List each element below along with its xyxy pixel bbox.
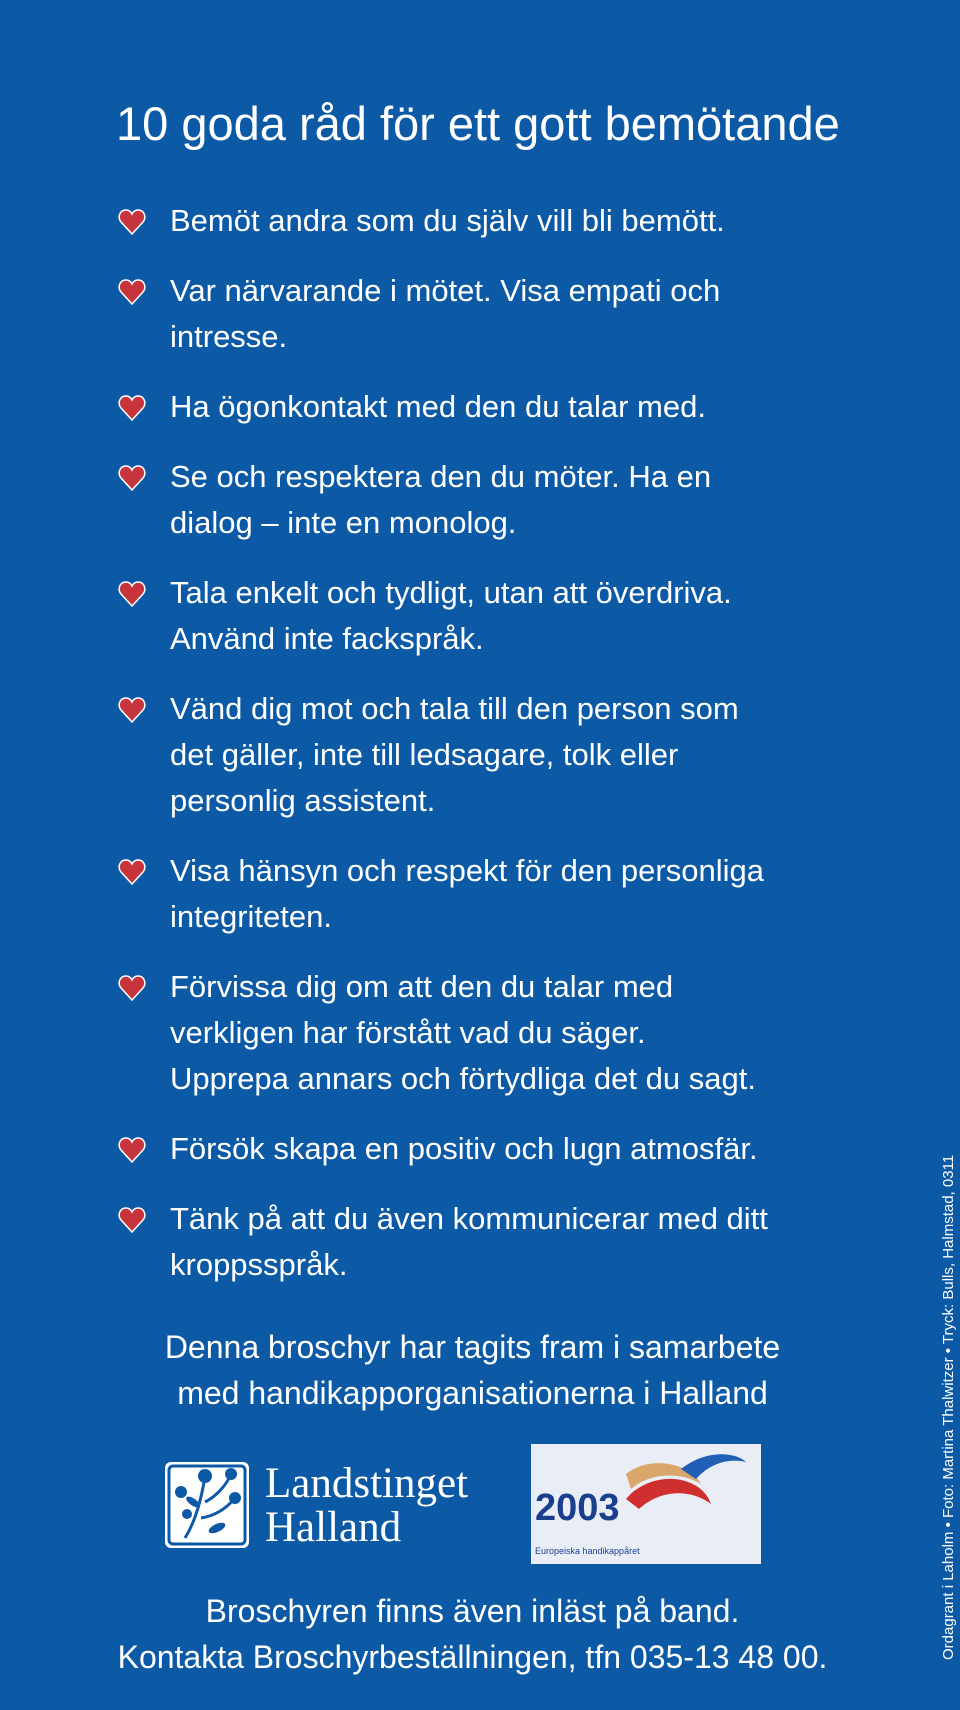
collaboration-line: Denna broschyr har tagits fram i samarbete <box>164 1329 781 1365</box>
logo-year: 2003 <box>535 1487 620 1529</box>
print-credits: Ordagrant i Laholm • Foto: Martina Thalwitzer • Tryck: Bulls, Halmstad, 0311 <box>940 1154 957 1660</box>
european-year-2003-logo <box>531 1444 761 1564</box>
swoosh-blue-shape <box>681 1454 746 1479</box>
tip-line: Visa hänsyn och respekt för den personliga <box>170 853 764 888</box>
tip-item <box>118 570 858 662</box>
heart-icon <box>118 209 146 235</box>
heart-icon <box>118 975 146 1001</box>
tip-line: dialog – inte en monolog. <box>170 505 517 540</box>
heart-icon <box>118 1137 146 1163</box>
tip-item <box>118 1126 858 1172</box>
landstinget-halland-wordmark <box>265 1462 468 1550</box>
contact-line: Broschyren finns även inläst på band. <box>205 1593 740 1629</box>
tip-line: Upprepa annars och förtydliga det du sagt. <box>170 1061 756 1096</box>
tip-item <box>118 1196 858 1288</box>
floral-emblem-icon <box>165 1462 249 1548</box>
tip-line: det gäller, inte till ledsagare, tolk eller <box>170 737 679 772</box>
collaboration-line: med handikapporganisationerna i Halland <box>177 1375 768 1411</box>
logo-line: Landstinget <box>265 1460 469 1507</box>
contact-line: Kontakta Broschyrbeställningen, tfn 035-13 48 00. <box>117 1639 828 1675</box>
tip-line: Tänk på att du även kommunicerar med ditt <box>170 1201 768 1236</box>
collaboration-note <box>0 1324 945 1416</box>
heart-icon <box>118 859 146 885</box>
heart-icon <box>118 697 146 723</box>
logo-line: Halland <box>265 1504 402 1551</box>
tip-line: Ha ögonkontakt med den du talar med. <box>170 389 706 424</box>
tip-line: Var närvarande i mötet. Visa empati och <box>170 273 721 308</box>
contact-note <box>0 1588 945 1680</box>
tip-line: integriteten. <box>170 899 332 934</box>
tip-item <box>118 454 858 546</box>
tip-line: kroppsspråk. <box>170 1247 348 1282</box>
landstinget-halland-logo <box>165 1462 495 1552</box>
tip-item <box>118 686 858 824</box>
heart-icon <box>118 465 146 491</box>
heart-icon <box>118 395 146 421</box>
tip-line: intresse. <box>170 319 288 354</box>
tip-line: Förvissa dig om att den du talar med <box>170 969 674 1004</box>
tip-item <box>118 384 858 430</box>
tip-item <box>118 198 858 244</box>
tip-line: Bemöt andra som du själv vill bli bemött. <box>170 203 725 238</box>
page-title: 10 goda råd för ett gott bemötande <box>116 97 840 150</box>
tip-line: Försök skapa en positiv och lugn atmosfär. <box>170 1131 758 1166</box>
tip-line: verkligen har förstått vad du säger. <box>170 1015 646 1050</box>
tip-item <box>118 268 858 360</box>
tip-line: Vänd dig mot och tala till den person som <box>170 691 739 726</box>
tip-item <box>118 964 858 1102</box>
tip-line: Tala enkelt och tydligt, utan att överdriva. <box>170 575 732 610</box>
tips-list <box>118 198 858 1288</box>
tip-line: personlig assistent. <box>170 783 436 818</box>
heart-icon <box>118 581 146 607</box>
tip-item <box>118 848 858 940</box>
tip-line: Använd inte fackspråk. <box>170 621 484 656</box>
heart-icon <box>118 1207 146 1233</box>
heart-icon <box>118 279 146 305</box>
tip-line: Se och respektera den du möter. Ha en <box>170 459 712 494</box>
logo-caption: Europeiska handikappåret <box>535 1546 640 1556</box>
